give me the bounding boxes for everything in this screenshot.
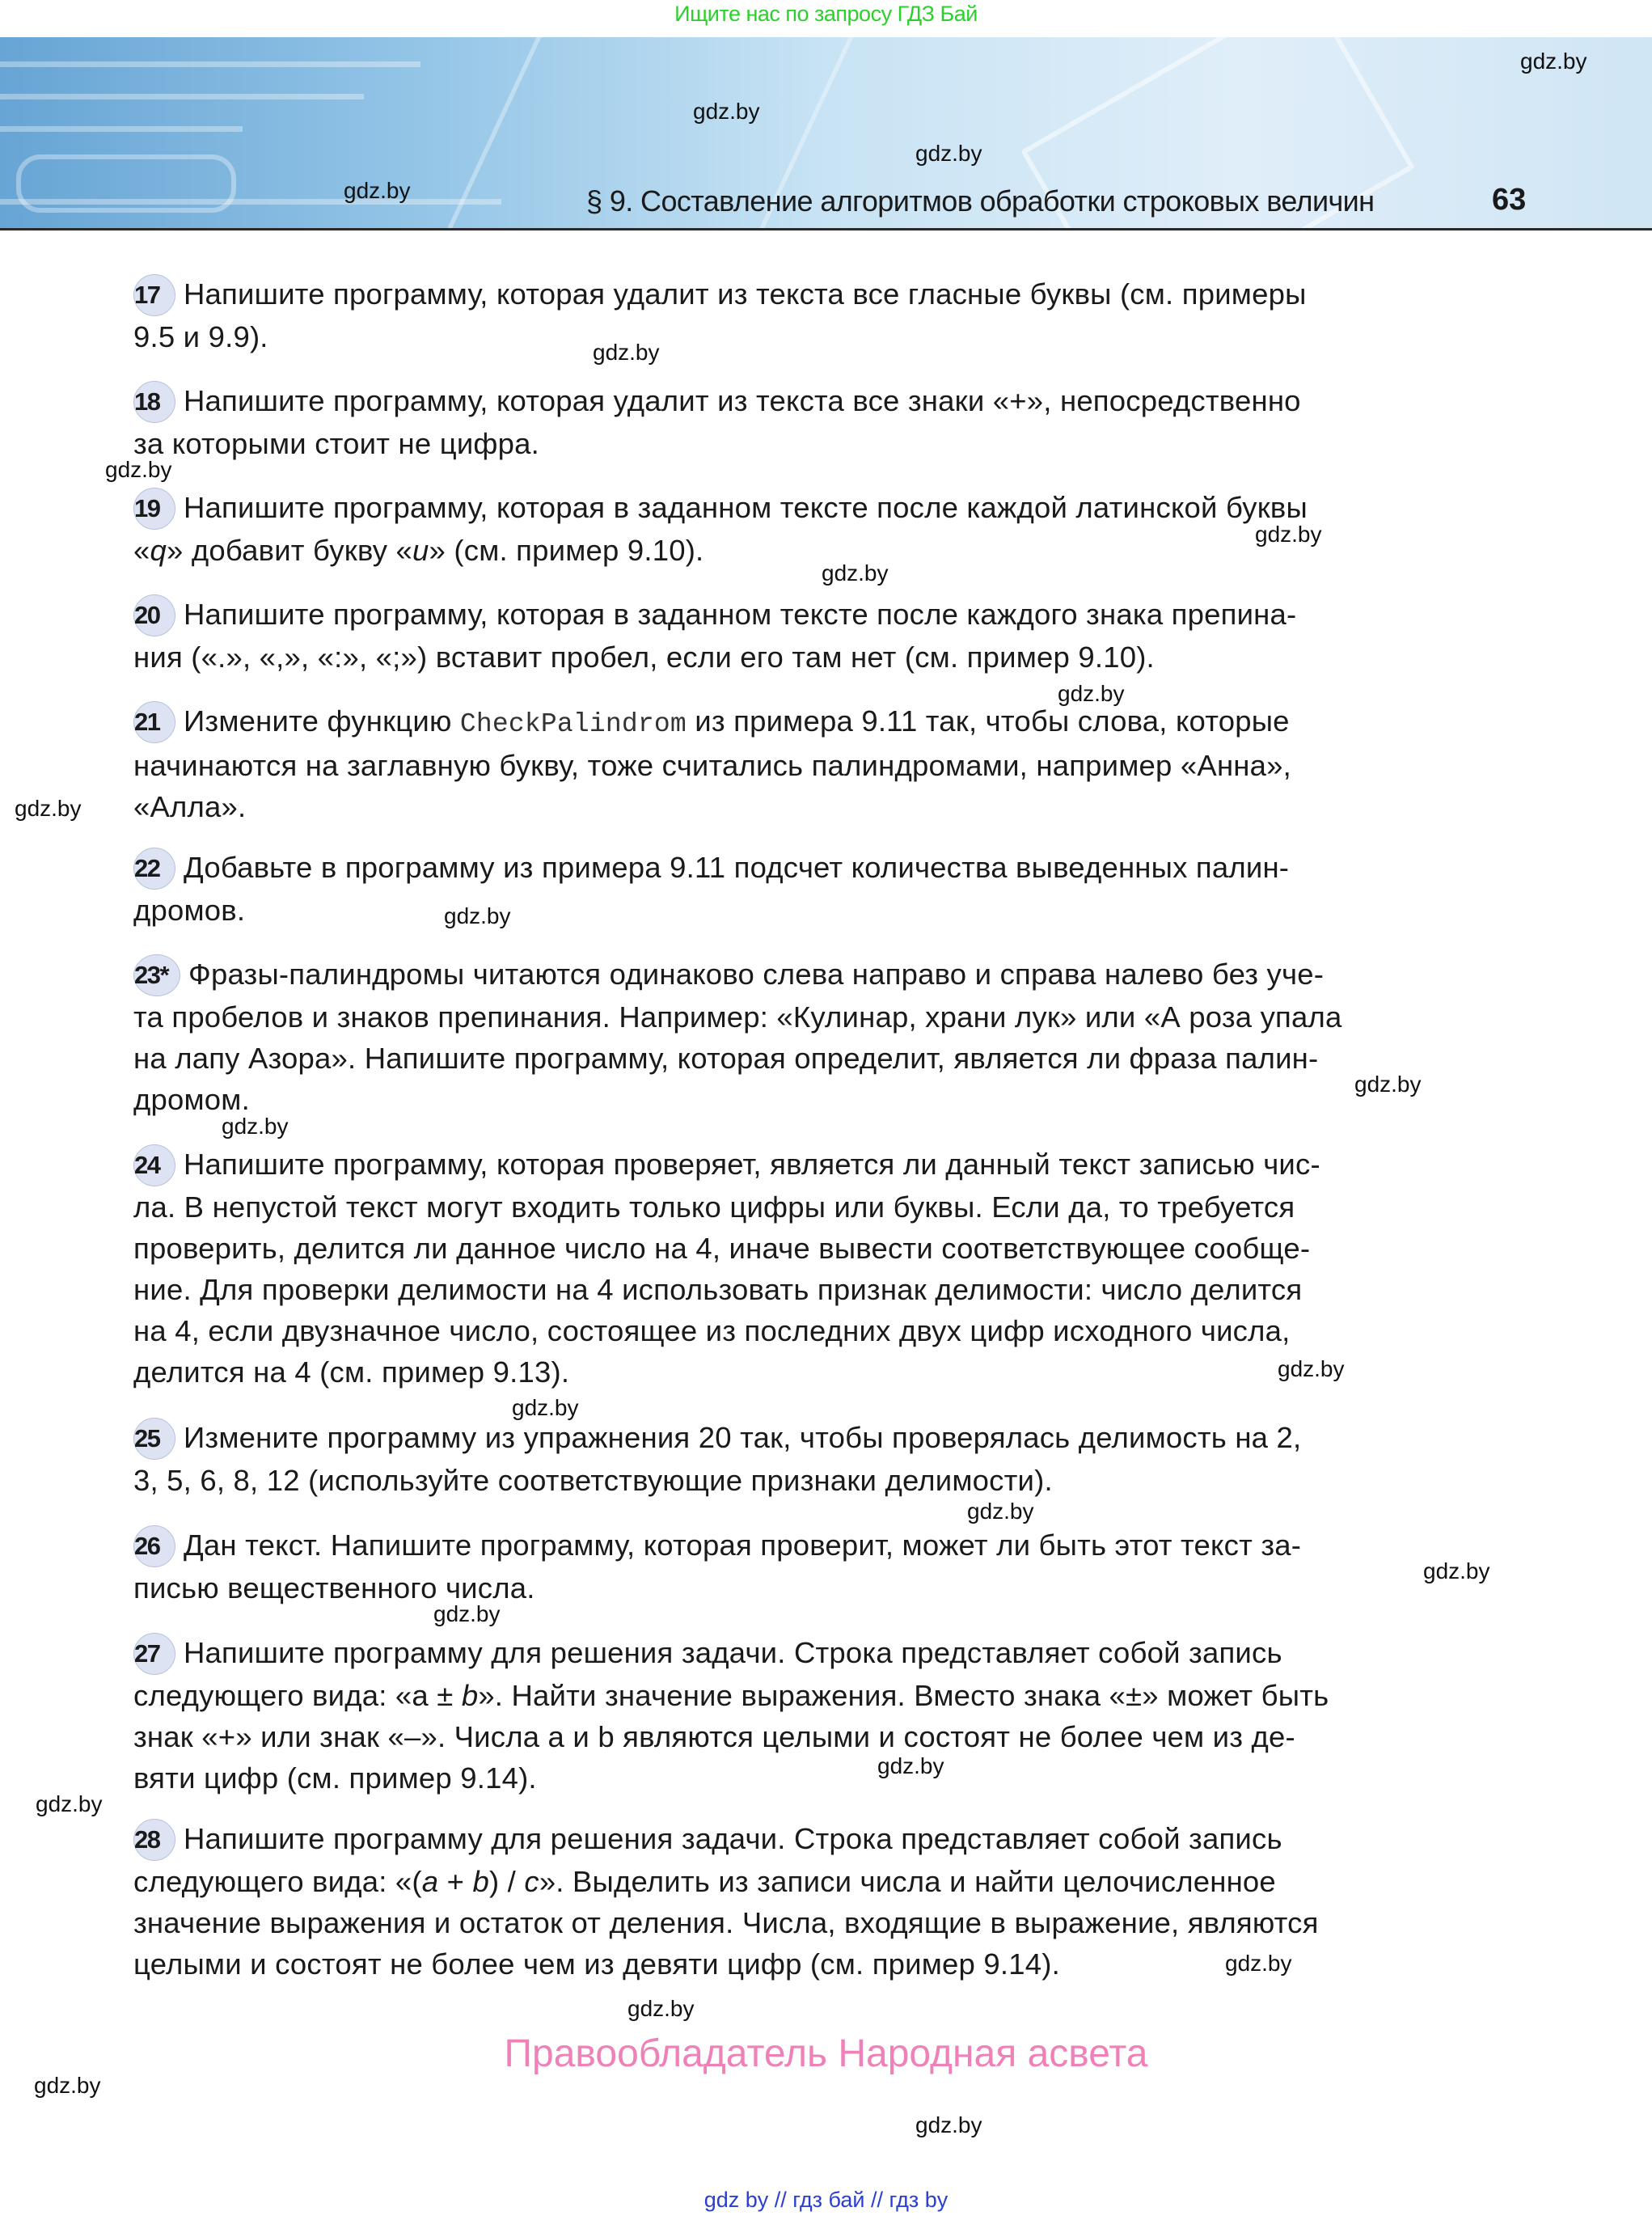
watermark: gdz.by bbox=[105, 457, 172, 482]
exercise-number-badge: 24 bbox=[133, 1144, 175, 1186]
exercise-26 bbox=[133, 1524, 1460, 1609]
watermark: gdz.by bbox=[1278, 1356, 1345, 1381]
exercise-text: Напишите программу, которая проверяет, является ли данный текст записью чис- bbox=[184, 1148, 1320, 1181]
exercise-text: 3, 5, 6, 8, 12 (используйте соответствующие признаки делимости). bbox=[133, 1464, 1053, 1497]
watermark: gdz.by bbox=[36, 1791, 103, 1816]
watermark: gdz.by bbox=[915, 141, 982, 166]
exercise-text: следующего вида: «a ± b». Найти значение выражения. Вместо знака «±» может быть bbox=[133, 1679, 1329, 1712]
exercise-number-badge: 19 bbox=[133, 488, 175, 530]
page-number: 63 bbox=[1492, 183, 1527, 217]
exercise-text: «q» добавит букву «u» (см. пример 9.10). bbox=[133, 534, 704, 567]
watermark: gdz.by bbox=[222, 1114, 289, 1139]
exercise-text: из примера 9.11 так, чтобы слова, которые bbox=[695, 704, 1290, 738]
exercise-text: Измените функцию bbox=[184, 704, 452, 738]
circuit-trace bbox=[0, 126, 243, 132]
exercise-text: Напишите программу для решения задачи. Строка представляет собой запись bbox=[184, 1636, 1282, 1669]
exercise-text: целыми и состоят не более чем из девяти цифр (см. пример 9.14). bbox=[133, 1947, 1060, 1981]
watermark: gdz.by bbox=[34, 2073, 101, 2098]
watermark: gdz.by bbox=[15, 796, 82, 821]
exercise-text: Измените программу из упражнения 20 так, чтобы проверялась делимость на 2, bbox=[184, 1421, 1302, 1454]
exercise-number-badge: 23* bbox=[133, 954, 180, 996]
exercise-text: Добавьте в программу из примера 9.11 подсчет количества выведенных палин- bbox=[184, 851, 1290, 884]
exercise-text: ния («.», «,», «:», «;») вставит пробел, если его там нет (см. пример 9.10). bbox=[133, 641, 1155, 674]
exercise-number-badge: 22 bbox=[133, 848, 175, 890]
watermark: gdz.by bbox=[1354, 1072, 1422, 1097]
exercise-20 bbox=[133, 594, 1460, 678]
code-identifier: CheckPalindrom bbox=[459, 709, 687, 739]
exercise-text: проверить, делится ли данное число на 4, иначе вывести соответствующее сообще- bbox=[133, 1232, 1311, 1265]
header-divider bbox=[0, 228, 1652, 230]
watermark: gdz.by bbox=[433, 1601, 501, 1626]
search-hint: Ищите нас по запросу ГДЗ Бай bbox=[674, 2, 978, 26]
exercise-text: значение выражения и остаток от деления. Числа, входящие в выражение, являются bbox=[133, 1906, 1319, 1939]
exercise-text: Напишите программу, которая в заданном тексте после каждого знака препина- bbox=[184, 598, 1297, 631]
exercise-number-badge: 25 bbox=[133, 1418, 175, 1460]
exercise-number-badge: 18 bbox=[133, 381, 175, 423]
rights-holder-notice: Правообладатель Народная асвета bbox=[504, 2032, 1148, 2075]
exercise-text: ла. В непустой текст могут входить только цифры или буквы. Если да, то требуется bbox=[133, 1190, 1295, 1224]
watermark: gdz.by bbox=[822, 560, 889, 586]
watermark: gdz.by bbox=[915, 2112, 982, 2137]
exercise-number-badge: 27 bbox=[133, 1633, 175, 1675]
exercise-text: за которыми стоит не цифра. bbox=[133, 427, 539, 460]
exercise-text: Напишите программу для решения задачи. Строка представляет собой запись bbox=[184, 1822, 1282, 1855]
exercise-text: Напишите программу, которая удалит из текста все знаки «+», непосредственно bbox=[184, 384, 1301, 417]
watermark: gdz.by bbox=[967, 1499, 1034, 1524]
watermark: gdz.by bbox=[877, 1753, 944, 1778]
exercise-number-badge: 20 bbox=[133, 594, 175, 636]
exercise-27 bbox=[133, 1632, 1460, 1799]
exercise-number-badge: 26 bbox=[133, 1525, 175, 1567]
exercise-text: Напишите программу, которая удалит из текста все гласные буквы (см. примеры bbox=[184, 277, 1307, 311]
exercise-text: вяти цифр (см. пример 9.14). bbox=[133, 1761, 537, 1795]
exercise-text: дромом. bbox=[133, 1083, 250, 1116]
exercise-22 bbox=[133, 847, 1460, 931]
exercise-17 bbox=[133, 273, 1460, 357]
watermark: gdz.by bbox=[593, 340, 660, 365]
watermark: gdz.by bbox=[1255, 522, 1322, 547]
exercise-number-badge: 28 bbox=[133, 1819, 175, 1861]
watermark: gdz.by bbox=[444, 903, 511, 928]
exercise-text: Дан текст. Напишите программу, которая проверит, может ли быть этот текст за- bbox=[184, 1528, 1302, 1562]
footer-links[interactable]: gdz by // гдз бай // гдз by bbox=[703, 2188, 949, 2212]
exercise-text: Фразы-палиндромы читаются одинаково слева направо и справа налево без уче- bbox=[188, 958, 1325, 991]
exercise-text: та пробелов и знаков препинания. Например: «Кулинар, храни лук» или «А роза упала bbox=[133, 1000, 1342, 1034]
watermark: gdz.by bbox=[344, 178, 411, 203]
exercise-text: на лапу Азора». Напишите программу, которая определит, является ли фраза палин- bbox=[133, 1042, 1319, 1075]
exercise-text: следующего вида: «(a + b) / c». Выделить из записи числа и найти целочисленное bbox=[133, 1865, 1276, 1898]
exercise-text: на 4, если двузначное число, состоящее из последних двух цифр исходного числа, bbox=[133, 1314, 1291, 1347]
exercise-text: ние. Для проверки делимости на 4 использовать признак делимости: число делится bbox=[133, 1273, 1303, 1306]
exercise-text: делится на 4 (см. пример 9.13). bbox=[133, 1355, 570, 1389]
watermark: gdz.by bbox=[512, 1395, 579, 1420]
watermark: gdz.by bbox=[1225, 1951, 1292, 1976]
circuit-trace bbox=[0, 199, 501, 205]
watermark: gdz.by bbox=[627, 1996, 695, 2021]
exercise-text: дромов. bbox=[133, 894, 246, 927]
exercise-text: «Алла». bbox=[133, 790, 247, 823]
exercise-21 bbox=[133, 700, 1460, 827]
watermark: gdz.by bbox=[1058, 681, 1125, 706]
exercise-25 bbox=[133, 1417, 1460, 1501]
watermark: gdz.by bbox=[693, 99, 760, 124]
exercise-24 bbox=[133, 1144, 1460, 1393]
exercise-text: писью вещественного числа. bbox=[133, 1571, 535, 1605]
circuit-trace bbox=[0, 94, 364, 99]
exercise-text: начинаются на заглавную букву, тоже считались палиндромами, например «Анна», bbox=[133, 749, 1291, 782]
exercise-23 bbox=[133, 953, 1460, 1120]
exercise-text: знак «+» или знак «–». Числа a и b являются целыми и состоят не более чем из де- bbox=[133, 1720, 1295, 1753]
exercise-number-badge: 17 bbox=[133, 274, 175, 316]
exercise-text: 9.5 и 9.9). bbox=[133, 320, 268, 353]
watermark: gdz.by bbox=[1520, 49, 1587, 74]
circuit-trace bbox=[0, 61, 420, 67]
exercise-text: Напишите программу, которая в заданном тексте после каждой латинской буквы bbox=[184, 491, 1308, 524]
running-head: § 9. Составление алгоритмов обработки строковых величин bbox=[586, 184, 1375, 218]
exercise-18 bbox=[133, 380, 1460, 464]
watermark: gdz.by bbox=[1423, 1558, 1490, 1583]
exercise-number-badge: 21 bbox=[133, 701, 175, 743]
